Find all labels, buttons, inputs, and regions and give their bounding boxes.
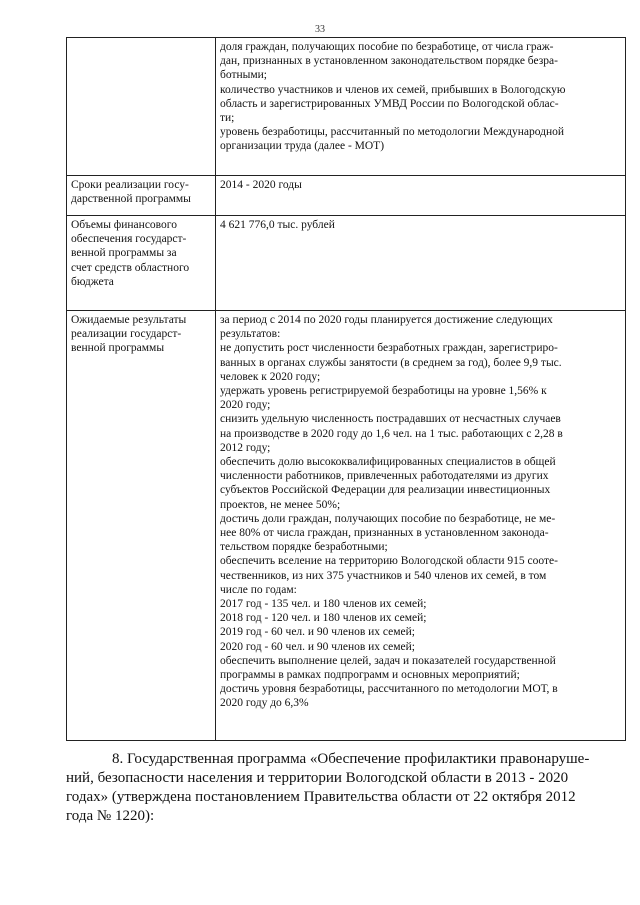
value-line: 2020 год - 60 чел. и 90 членов их семей; bbox=[220, 640, 416, 653]
value-line: числе по годам: bbox=[220, 583, 297, 596]
value-line: 2020 году до 6,3% bbox=[220, 697, 309, 710]
value-line: программы в рамках подпрограмм и основных мероприятий; bbox=[220, 669, 520, 682]
value-line: ботными; bbox=[220, 69, 267, 82]
row-label-cell bbox=[67, 38, 216, 176]
value-line: достичь уровня безработицы, рассчитанного по методологии МОТ, в bbox=[220, 683, 558, 696]
value-line: область и зарегистрированных УМВД России по Вологодской облас- bbox=[220, 97, 559, 110]
value-line: за период с 2014 по 2020 годы планируется достижение следующих bbox=[220, 314, 553, 326]
program-paragraph bbox=[66, 750, 611, 826]
row-label-cell bbox=[67, 176, 216, 216]
label-line: реализации государст- bbox=[71, 328, 182, 341]
row-value-cell bbox=[216, 38, 626, 176]
row-value-cell bbox=[216, 176, 626, 216]
value-line: субъектов Российской Федерации для реализации инвестиционных bbox=[220, 484, 551, 497]
value-line: на производстве в 2020 году до 1,6 чел. на 1 тыс. работающих с 2,28 в bbox=[220, 427, 563, 440]
value-line: 2018 год - 120 чел. и 180 членов их семей; bbox=[220, 612, 427, 625]
label-line: дарственной программы bbox=[71, 193, 191, 206]
label-line: счет средств областного bbox=[71, 261, 190, 274]
value-line: ванных в органах службы занятости (в среднем за год), более 9,9 тыс. bbox=[220, 356, 562, 369]
label-line: венной программы за bbox=[71, 247, 177, 260]
value-line: обеспечить долю высококвалифицированных специалистов в общей bbox=[220, 456, 556, 469]
value-line: численности работников, привлеченных работодателями из других bbox=[220, 470, 549, 483]
value-line: достичь доли граждан, получающих пособие по безработице, не ме- bbox=[220, 512, 556, 525]
table-row bbox=[67, 38, 626, 176]
value-line: доля граждан, получающих пособие по безработице, от числа граж- bbox=[220, 41, 554, 53]
row-value-cell bbox=[216, 311, 626, 741]
value-line: 2020 году; bbox=[220, 399, 271, 412]
paragraph-line: года № 1220): bbox=[66, 808, 155, 824]
row-value-cell bbox=[216, 216, 626, 311]
value-line: обеспечить вселение на территорию Вологодской области 915 соотe- bbox=[220, 555, 558, 568]
paragraph-line: годах» (утверждена постановлением Правительства области от 22 октября 2012 bbox=[66, 789, 576, 805]
value-line: тельством порядке безработными; bbox=[220, 541, 388, 554]
label-line: венной программы bbox=[71, 342, 165, 355]
value-line: уровень безработицы, рассчитанный по методологии Международной bbox=[220, 126, 565, 139]
label-line: Сроки реализации госу- bbox=[71, 179, 189, 191]
value-line: дан, признанных в установленном законодательством порядке безра- bbox=[220, 55, 558, 68]
value-line: 2017 год - 135 чел. и 180 членов их семей; bbox=[220, 598, 427, 611]
value-line: проектов, не менее 50%; bbox=[220, 498, 341, 511]
value-line: количество участников и членов их семей, прибывших в Вологодскую bbox=[220, 83, 566, 96]
value-line: 2019 год - 60 чел. и 90 членов их семей; bbox=[220, 626, 416, 639]
label-line: бюджета bbox=[71, 275, 114, 288]
value-line: организации труда (далее - МОТ) bbox=[220, 140, 385, 153]
value-line: ти; bbox=[220, 112, 235, 125]
label-line: обеспечения государст- bbox=[71, 233, 187, 246]
table-row bbox=[67, 216, 626, 311]
value-line: чественников, из них 375 участников и 540 членов их семей, в том bbox=[220, 569, 547, 582]
value-line: человек к 2020 году; bbox=[220, 370, 321, 383]
value-line: удержать уровень регистрируемой безработицы на уровне 1,56% к bbox=[220, 385, 547, 398]
value-line: нее 80% от числа граждан, признанных в установленном законода- bbox=[220, 527, 549, 540]
row-label-cell bbox=[67, 311, 216, 741]
table-row bbox=[67, 176, 626, 216]
value-line: 4 621 776,0 тыс. рублей bbox=[220, 219, 335, 231]
label-line: Объемы финансового bbox=[71, 219, 177, 231]
value-line: снизить удельную численность пострадавших от несчастных случаев bbox=[220, 413, 561, 426]
page-number: 33 bbox=[315, 24, 325, 35]
value-line: обеспечить выполнение целей, задач и показателей государственной bbox=[220, 654, 556, 667]
value-line: результатов: bbox=[220, 328, 281, 341]
value-line: 2012 году; bbox=[220, 441, 271, 454]
program-passport-table bbox=[66, 37, 626, 741]
label-line: Ожидаемые результаты bbox=[71, 314, 187, 326]
value-line: не допустить рост численности безработных граждан, зарегистриро- bbox=[220, 342, 558, 355]
table-row bbox=[67, 311, 626, 741]
value-line: 2014 - 2020 годы bbox=[220, 179, 302, 191]
paragraph-line: ний, безопасности населения и территории Вологодской области в 2013 - 2020 bbox=[66, 770, 569, 786]
row-label-cell bbox=[67, 216, 216, 311]
paragraph-line: 8. Государственная программа «Обеспечение профилактики правонаруше- bbox=[112, 751, 590, 767]
